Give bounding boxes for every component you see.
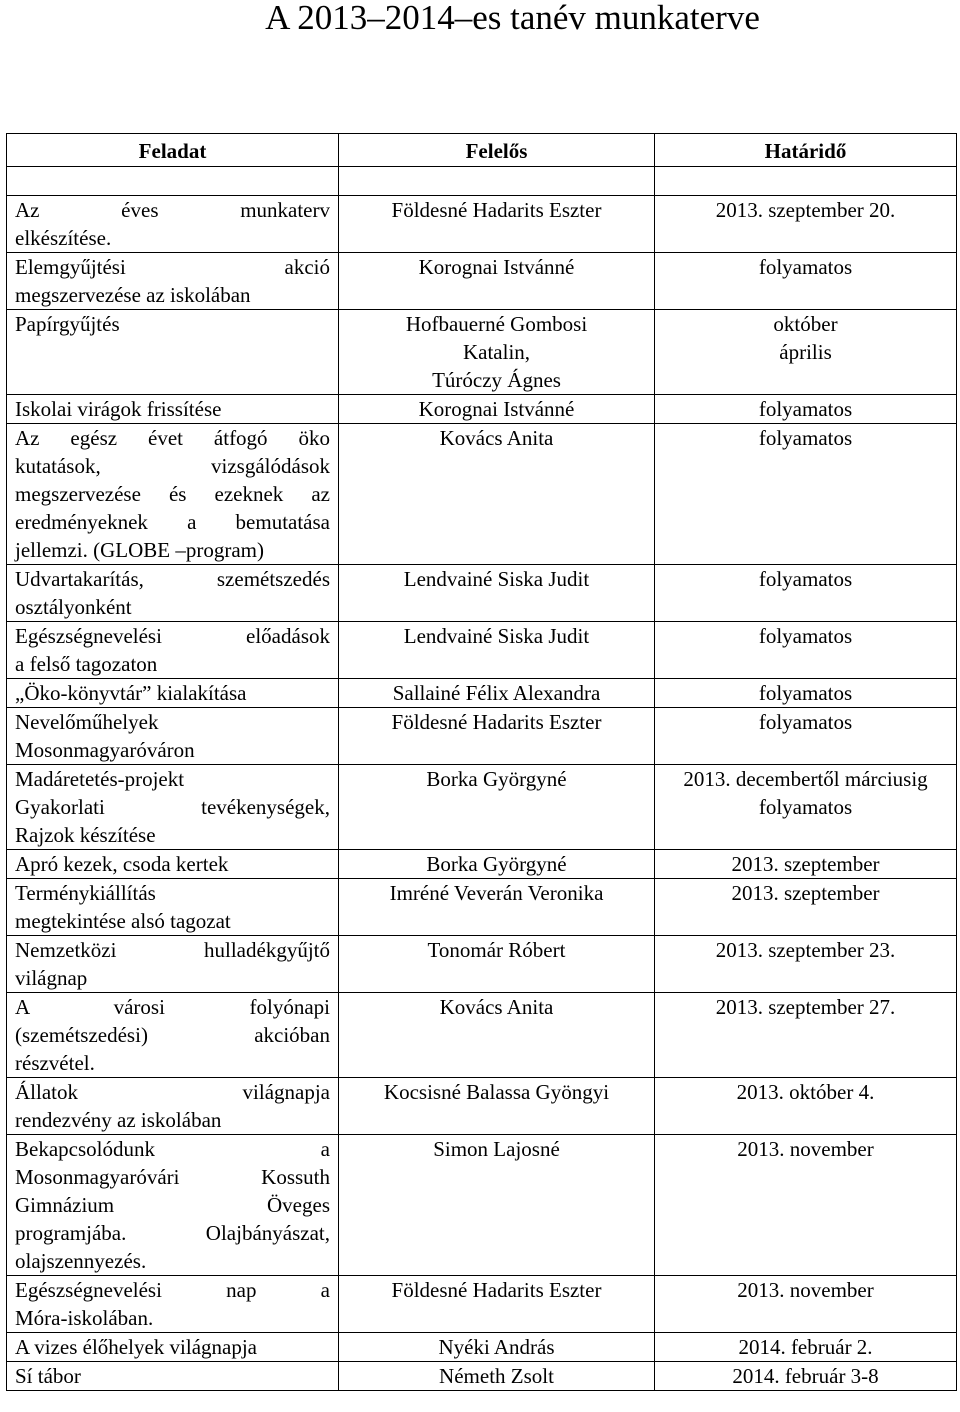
task-line: Apró kezek, csoda kertek — [15, 852, 229, 876]
deadline-line: folyamatos — [758, 624, 853, 648]
deadline-cell — [655, 1276, 957, 1333]
deadline-line: folyamatos — [758, 681, 853, 705]
deadline-cell — [655, 395, 957, 424]
task-cell — [7, 850, 339, 879]
deadline-cell — [655, 1362, 957, 1391]
header-deadline: Határidő — [655, 134, 957, 167]
work-plan-table — [6, 133, 957, 1391]
task-line: (szemétszedési) akcióban — [15, 1023, 330, 1047]
task-line: a felső tagozaton — [15, 652, 158, 676]
task-line: elkészítése. — [15, 226, 112, 250]
task-line: Az egész évet átfogó öko — [15, 426, 330, 450]
deadline-cell — [655, 196, 957, 253]
table-row — [7, 565, 957, 622]
table-row — [7, 1362, 957, 1391]
deadline-cell — [655, 565, 957, 622]
task-line: Madáretetés-projekt — [15, 767, 185, 791]
deadline-cell — [655, 993, 957, 1078]
owner-line: Hofbauerné Gombosi — [405, 312, 588, 336]
deadline-cell — [655, 1078, 957, 1135]
owner-line: Kocsisné Balassa Gyöngyi — [383, 1080, 610, 1104]
spacer-row — [7, 167, 957, 196]
deadline-cell — [655, 708, 957, 765]
task-cell — [7, 936, 339, 993]
table-row — [7, 1078, 957, 1135]
task-cell — [7, 993, 339, 1078]
table-row — [7, 310, 957, 395]
task-cell — [7, 424, 339, 565]
deadline-cell — [655, 1135, 957, 1276]
task-line: Udvartakarítás, szemétszedés — [15, 567, 330, 591]
owner-cell — [339, 879, 655, 936]
owner-cell — [339, 850, 655, 879]
owner-cell — [339, 395, 655, 424]
table-row — [7, 936, 957, 993]
task-line: Az éves munkaterv — [15, 198, 330, 222]
owner-line: Katalin, — [462, 340, 531, 364]
deadline-line: 2013. november — [737, 1137, 874, 1161]
header-owner: Felelős — [339, 134, 655, 167]
owner-line: Tonomár Róbert — [427, 938, 566, 962]
task-cell — [7, 765, 339, 850]
owner-cell — [339, 253, 655, 310]
deadline-line: 2014. február 2. — [738, 1335, 873, 1359]
owner-line: Németh Zsolt — [439, 1364, 554, 1388]
task-line: Móra-iskolában. — [15, 1306, 154, 1330]
deadline-line: 2013. szeptember 23. — [715, 938, 896, 962]
deadline-cell — [655, 424, 957, 565]
task-cell — [7, 1078, 339, 1135]
owner-line: Korognai Istvánné — [418, 397, 575, 421]
table-row — [7, 253, 957, 310]
task-line: kutatások, vizsgálódások — [15, 454, 330, 478]
owner-line: Korognai Istvánné — [418, 255, 575, 279]
deadline-line: 2013. október 4. — [736, 1080, 875, 1104]
task-line: Sí tábor — [15, 1364, 81, 1388]
table-row — [7, 1333, 957, 1362]
owner-line: Sallainé Félix Alexandra — [392, 681, 601, 705]
task-cell — [7, 708, 339, 765]
deadline-line: 2013. november — [737, 1278, 874, 1302]
table-row — [7, 424, 957, 565]
task-line: Papírgyűjtés — [15, 312, 120, 336]
task-line: Gyakorlati tevékenységek, — [15, 795, 330, 819]
document-title: A 2013–2014–es tanév munkaterve — [265, 0, 760, 37]
deadline-line: április — [779, 340, 832, 364]
table-row — [7, 622, 957, 679]
deadline-cell — [655, 1333, 957, 1362]
owner-cell — [339, 679, 655, 708]
task-line: Egészségnevelési előadások — [15, 624, 330, 648]
task-line: programjába. Olajbányászat, — [15, 1221, 330, 1245]
task-line: Gimnázium Öveges — [15, 1193, 330, 1217]
table-row — [7, 196, 957, 253]
task-line: megszervezése és ezeknek az — [15, 482, 330, 506]
table-header-row — [7, 134, 957, 167]
deadline-line: folyamatos — [758, 397, 853, 421]
deadline-line: 2013. szeptember — [731, 852, 880, 876]
owner-cell — [339, 196, 655, 253]
deadline-line: 2014. február 3-8 — [732, 1364, 879, 1388]
task-line: megtekintése alsó tagozat — [15, 909, 231, 933]
table-row — [7, 395, 957, 424]
task-cell — [7, 1135, 339, 1276]
deadline-line: 2013. decembertől márciusig — [683, 767, 928, 791]
task-line: Mosonmagyaróvári Kossuth — [15, 1165, 330, 1189]
table-body — [7, 196, 957, 1391]
header-task: Feladat — [7, 134, 339, 167]
task-line: részvétel. — [15, 1051, 95, 1075]
table-row — [7, 708, 957, 765]
task-line: A városi folyónapi — [15, 995, 330, 1019]
owner-cell — [339, 565, 655, 622]
task-cell — [7, 395, 339, 424]
owner-line: Kovács Anita — [439, 426, 554, 450]
task-cell — [7, 622, 339, 679]
task-line: A vizes élőhelyek világnapja — [15, 1335, 258, 1359]
owner-cell — [339, 708, 655, 765]
task-line: osztályonként — [15, 595, 132, 619]
task-cell — [7, 565, 339, 622]
deadline-cell — [655, 679, 957, 708]
deadline-cell — [655, 310, 957, 395]
task-cell — [7, 679, 339, 708]
table-row — [7, 765, 957, 850]
task-line: világnap — [15, 966, 88, 990]
task-line: Terménykiállítás — [15, 881, 156, 905]
deadline-line: 2013. szeptember — [731, 881, 880, 905]
task-cell — [7, 196, 339, 253]
task-line: Nevelőműhelyek — [15, 710, 159, 734]
owner-line: Borka Györgyné — [426, 852, 567, 876]
task-cell — [7, 253, 339, 310]
table-row — [7, 1276, 957, 1333]
task-cell — [7, 879, 339, 936]
owner-cell — [339, 1078, 655, 1135]
owner-line: Túróczy Ágnes — [432, 368, 561, 392]
task-line: eredményeknek a bemutatása — [15, 510, 330, 534]
task-line: megszervezése az iskolában — [15, 283, 251, 307]
deadline-cell — [655, 879, 957, 936]
table-row — [7, 993, 957, 1078]
owner-line: Simon Lajosné — [433, 1137, 560, 1161]
owner-line: Nyéki András — [438, 1335, 555, 1359]
table-row — [7, 879, 957, 936]
task-line: Egészségnevelési nap a — [15, 1278, 330, 1302]
owner-cell — [339, 1135, 655, 1276]
task-line: Iskolai virágok frissítése — [15, 397, 222, 421]
owner-line: Borka Györgyné — [426, 767, 567, 791]
deadline-line: 2013. szeptember 20. — [715, 198, 896, 222]
owner-line: Lendvainé Siska Judit — [403, 624, 590, 648]
deadline-line: folyamatos — [758, 567, 853, 591]
task-line: Elemgyűjtési akció — [15, 255, 330, 279]
deadline-line: folyamatos — [758, 255, 853, 279]
table-row — [7, 850, 957, 879]
task-line: „Öko-könyvtár” kialakítása — [15, 681, 247, 705]
task-cell — [7, 310, 339, 395]
owner-cell — [339, 765, 655, 850]
task-line: olajszennyezés. — [15, 1249, 147, 1273]
table-row — [7, 679, 957, 708]
owner-line: Lendvainé Siska Judit — [403, 567, 590, 591]
owner-cell — [339, 993, 655, 1078]
owner-cell — [339, 1333, 655, 1362]
deadline-cell — [655, 622, 957, 679]
deadline-cell — [655, 936, 957, 993]
deadline-line: folyamatos — [758, 710, 853, 734]
task-line: Bekapcsolódunk a — [15, 1137, 330, 1161]
task-line: Rajzok készítése — [15, 823, 156, 847]
task-cell — [7, 1276, 339, 1333]
task-line: Állatok világnapja — [15, 1080, 330, 1104]
owner-cell — [339, 1362, 655, 1391]
owner-cell — [339, 1276, 655, 1333]
owner-line: Imréné Veverán Veronika — [389, 881, 604, 905]
deadline-cell — [655, 850, 957, 879]
task-line: Mosonmagyaróváron — [15, 738, 195, 762]
table-row — [7, 1135, 957, 1276]
deadline-line: folyamatos — [758, 795, 853, 819]
deadline-line: október — [773, 312, 838, 336]
task-line: rendezvény az iskolában — [15, 1108, 222, 1132]
task-cell — [7, 1362, 339, 1391]
owner-line: Földesné Hadarits Eszter — [391, 710, 602, 734]
owner-cell — [339, 424, 655, 565]
owner-cell — [339, 936, 655, 993]
owner-cell — [339, 310, 655, 395]
task-cell — [7, 1333, 339, 1362]
owner-line: Földesné Hadarits Eszter — [391, 198, 602, 222]
owner-cell — [339, 622, 655, 679]
deadline-cell — [655, 765, 957, 850]
owner-line: Földesné Hadarits Eszter — [391, 1278, 602, 1302]
deadline-line: 2013. szeptember 27. — [715, 995, 896, 1019]
task-line: jellemzi. (GLOBE –program) — [15, 538, 265, 562]
task-line: Nemzetközi hulladékgyűjtő — [15, 938, 330, 962]
deadline-cell — [655, 253, 957, 310]
deadline-line: folyamatos — [758, 426, 853, 450]
owner-line: Kovács Anita — [439, 995, 554, 1019]
